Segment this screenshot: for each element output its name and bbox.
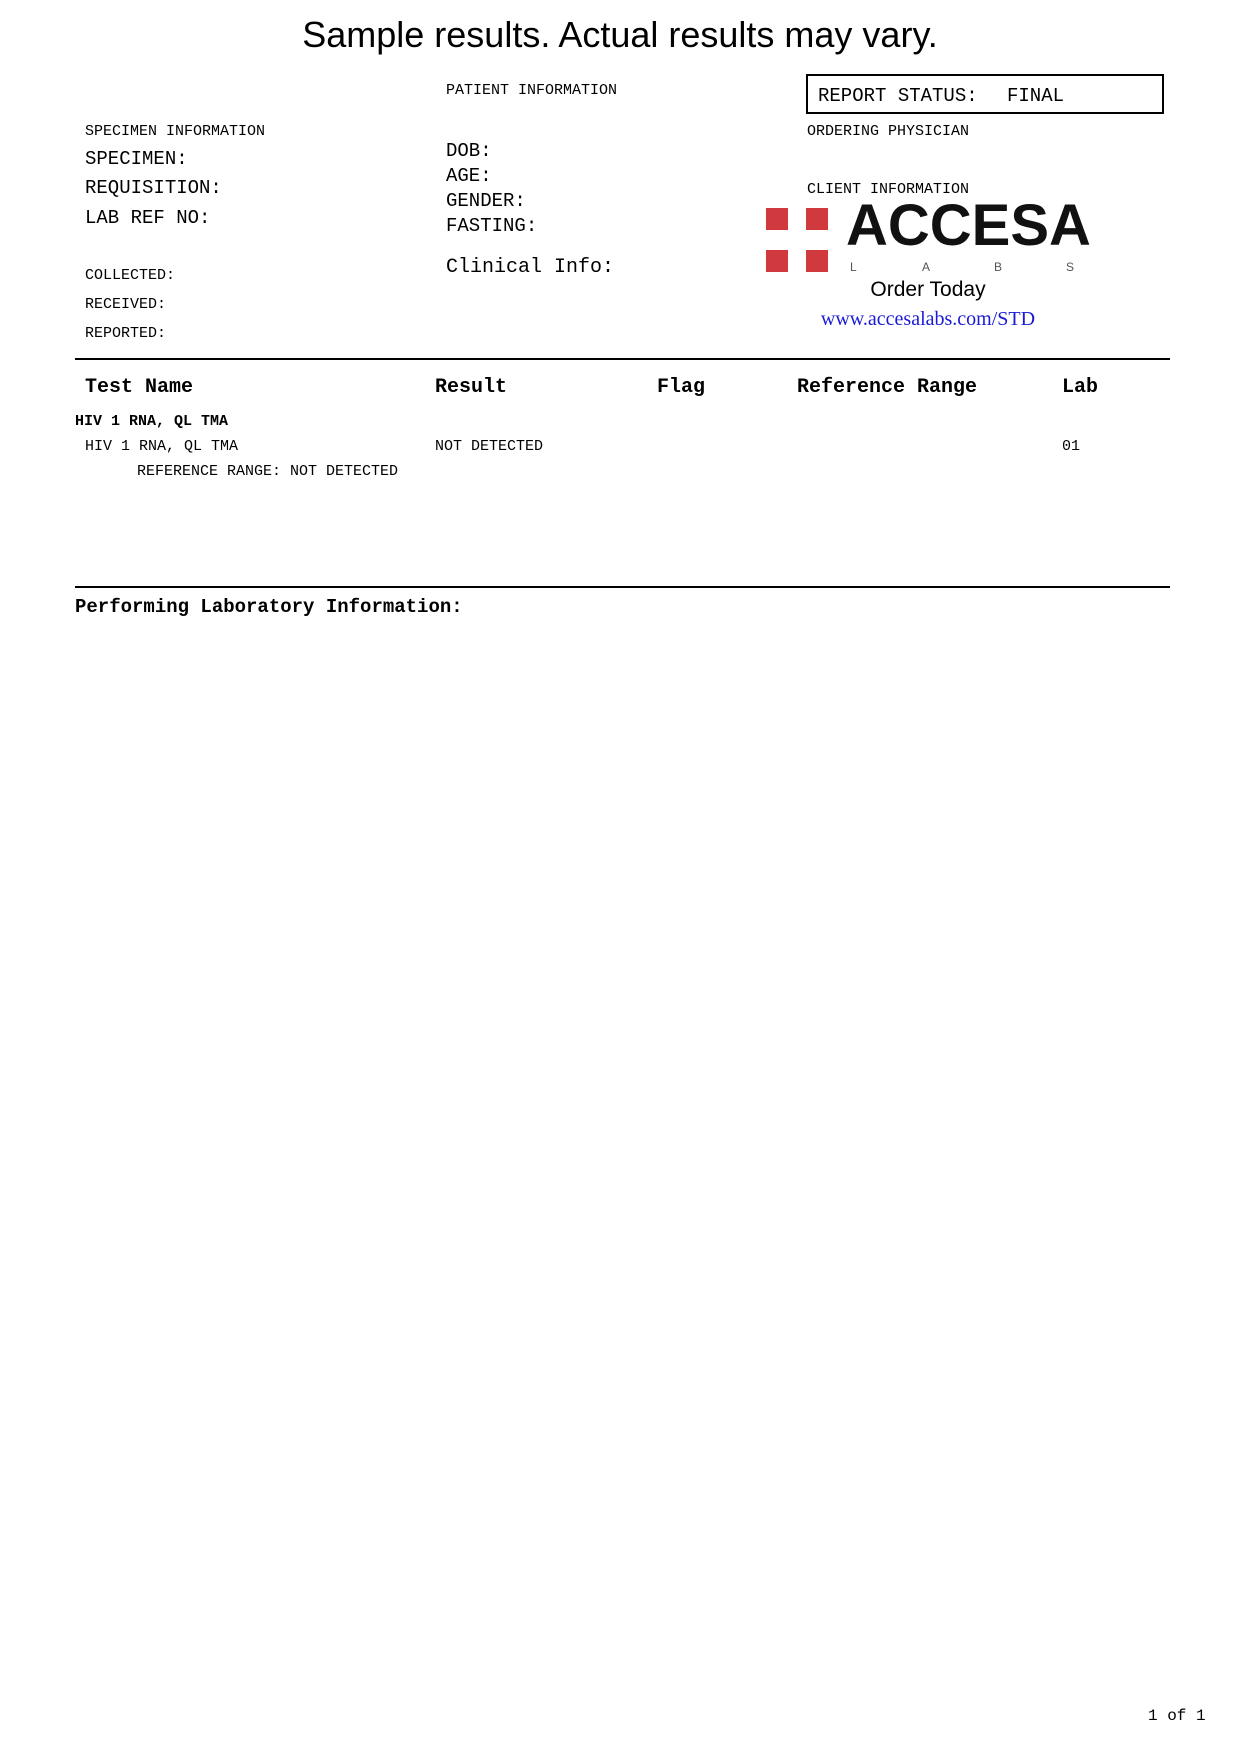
column-header-result: Result: [435, 376, 508, 399]
column-header-reference-range: Reference Range: [797, 376, 978, 399]
logo-sub-letter: L: [850, 260, 857, 274]
report-status-box: [806, 74, 1164, 114]
specimen-label: SPECIMEN:: [85, 148, 188, 170]
logo-square-icon: [766, 208, 788, 230]
lab-ref-no-label: LAB REF NO:: [85, 207, 211, 229]
result-value: NOT DETECTED: [435, 438, 544, 455]
logo-sub-letter: B: [994, 260, 1003, 274]
client-information-heading: CLIENT INFORMATION: [807, 181, 970, 198]
result-test-name: HIV 1 RNA, QL TMA: [85, 438, 239, 455]
results-divider: [75, 586, 1170, 588]
report-status-label: REPORT STATUS:: [818, 85, 978, 107]
logo-wordmark: ACCESA: [846, 193, 1091, 258]
reported-label: REPORTED:: [85, 325, 167, 342]
result-lab: 01: [1062, 438, 1081, 455]
ordering-physician-heading: ORDERING PHYSICIAN: [807, 123, 970, 140]
performing-laboratory-heading: Performing Laboratory Information:: [75, 596, 463, 618]
logo-square-icon: [806, 250, 828, 272]
order-today-text: Order Today: [870, 278, 986, 301]
logo-square-icon: [766, 250, 788, 272]
logo-sub-letter: S: [1066, 260, 1075, 274]
column-header-flag: Flag: [657, 376, 706, 399]
report-status-value: FINAL: [1007, 85, 1065, 107]
header-divider: [75, 358, 1170, 360]
gender-label: GENDER:: [446, 190, 526, 212]
sample-disclaimer-banner: Sample results. Actual results may vary.: [302, 14, 938, 55]
patient-information-heading: PATIENT INFORMATION: [446, 82, 618, 99]
logo-sub-letter: A: [922, 260, 931, 274]
clinical-info-label: Clinical Info:: [446, 256, 615, 279]
column-header-lab: Lab: [1062, 376, 1099, 399]
dob-label: DOB:: [446, 140, 492, 162]
column-header-test-name: Test Name: [85, 376, 194, 399]
age-label: AGE:: [446, 165, 492, 187]
logo-square-icon: [806, 208, 828, 230]
fasting-label: FASTING:: [446, 215, 538, 237]
accesa-website-link[interactable]: www.accesalabs.com/STD: [820, 308, 1036, 330]
test-group-title: HIV 1 RNA, QL TMA: [75, 413, 229, 430]
requisition-label: REQUISITION:: [85, 177, 222, 199]
collected-label: COLLECTED:: [85, 267, 176, 284]
page-number: 1 of 1: [1148, 1707, 1206, 1725]
accesa-labs-logo: [766, 193, 1091, 278]
specimen-information-heading: SPECIMEN INFORMATION: [85, 123, 266, 140]
result-reference-note: REFERENCE RANGE: NOT DETECTED: [137, 463, 399, 480]
received-label: RECEIVED:: [85, 296, 167, 313]
